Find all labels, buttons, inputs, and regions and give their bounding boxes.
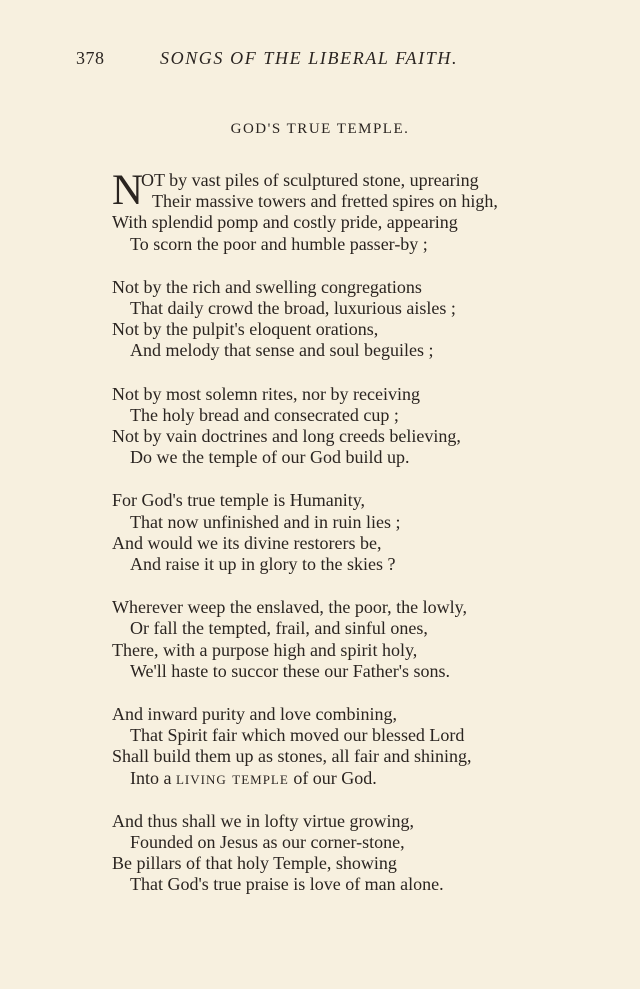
poem-line: Not by the rich and swelling congregations (112, 276, 422, 297)
poem-line: Not by the pulpit's eloquent orations, (112, 319, 379, 340)
line-text-before: Into a (130, 767, 176, 788)
stanza-5 (112, 597, 632, 682)
living-temple-smallcaps: living temple (175, 767, 289, 788)
poem-line: The holy bread and consecrated cup ; (130, 404, 399, 425)
poem-line: That now unfinished and in ruin lies ; (130, 511, 401, 532)
stanza-6 (112, 704, 632, 789)
poem-line: And would we its divine restorers be, (112, 532, 382, 553)
poem-line: Wherever weep the enslaved, the poor, the lowly, (112, 597, 467, 618)
page-number: 378 (76, 48, 105, 68)
poem-line: There, with a purpose high and spirit holy, (112, 639, 418, 660)
poem-line: Shall build them up as stones, all fair and shining, (112, 746, 472, 767)
stanza-4 (112, 490, 632, 575)
poem-line: That God's true praise is love of man alone. (130, 874, 444, 895)
poem-line: Not by vain doctrines and long creeds believing, (112, 426, 461, 447)
stanza-1 (112, 167, 632, 255)
poem-line: Do we the temple of our God build up. (130, 447, 410, 468)
poem-line: To scorn the poor and humble passer-by ; (130, 233, 428, 254)
poem-line: Not by most solemn rites, nor by receiving (112, 383, 420, 404)
drop-cap: N (112, 167, 144, 214)
poem-line: And inward purity and love combining, (112, 704, 397, 725)
stanza-7 (112, 811, 632, 896)
poem-line: With splendid pomp and costly pride, appearing (112, 212, 458, 233)
poem-title: GOD'S TRUE TEMPLE. (230, 121, 410, 137)
poem-line: And raise it up in glory to the skies ? (130, 554, 396, 575)
poem-line: Founded on Jesus as our corner-stone, (130, 832, 405, 853)
first-line-text: OT by vast piles of sculptured stone, uprearing (141, 170, 479, 190)
poem-line: That Spirit fair which moved our blessed Lord (130, 725, 465, 746)
poem-line: And thus shall we in lofty virtue growing, (112, 810, 414, 831)
poem-line: Be pillars of that holy Temple, showing (112, 853, 397, 874)
stanza-3 (112, 384, 632, 469)
line-text-after: of our God. (288, 767, 377, 788)
poem-line: Their massive towers and fretted spires on high, (152, 191, 498, 212)
poem-line: For God's true temple is Humanity, (112, 490, 366, 511)
poem-body (112, 167, 632, 918)
poem-line: And melody that sense and soul beguiles ; (130, 340, 434, 361)
poem-line: Or fall the tempted, frail, and sinful ones, (130, 618, 428, 639)
poem-line: That daily crowd the broad, luxurious aisles ; (130, 298, 456, 319)
book-title: SONGS OF THE LIBERAL FAITH. (160, 48, 459, 68)
poem-line: We'll haste to succor these our Father's sons. (130, 660, 450, 681)
poem-line-living-temple (112, 768, 632, 789)
stanza-2 (112, 277, 632, 362)
